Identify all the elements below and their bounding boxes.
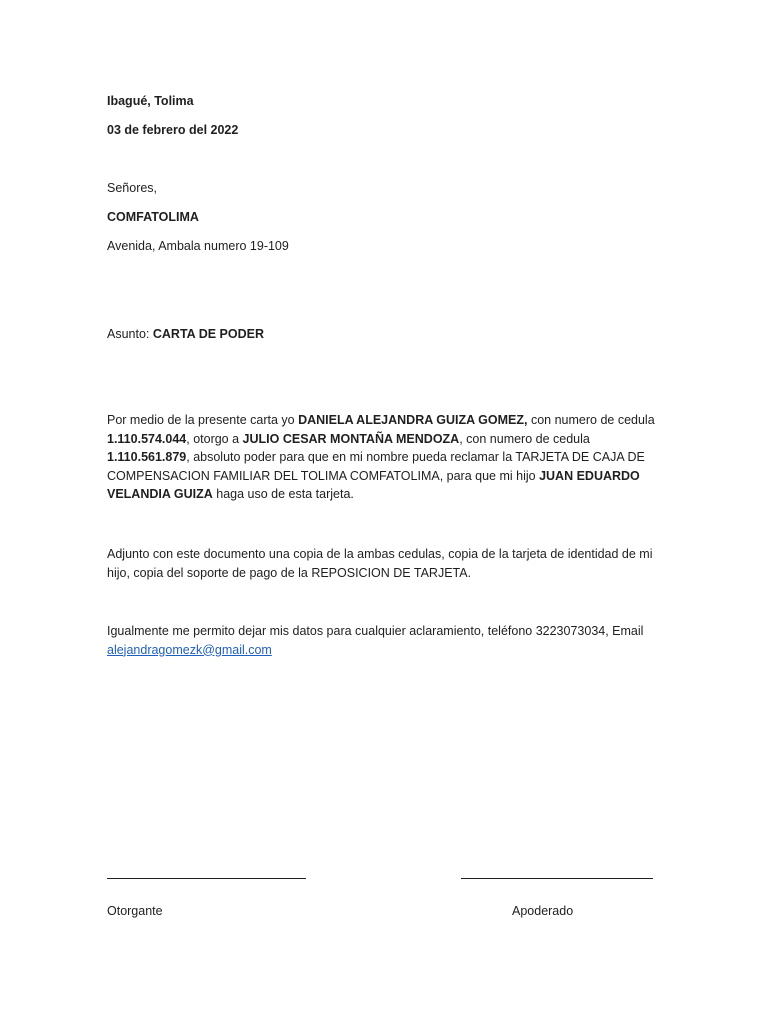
text-span: COMPENSACION FAMILIAR DEL TOLIMA COMFATOLIMA, para que mi hijo	[107, 468, 540, 483]
paragraph-line	[107, 430, 663, 449]
paragraph-line	[107, 411, 663, 430]
body-paragraph-3	[107, 622, 663, 659]
signature-label-attorney: Apoderado	[512, 904, 574, 918]
signature-line-grantor	[107, 878, 306, 879]
child-name: JUAN EDUARDO	[539, 468, 640, 483]
text-span: , con numero de cedula	[459, 431, 590, 446]
subject-label: Asunto:	[107, 327, 153, 341]
text-span: , otorgo a	[186, 431, 243, 446]
paragraph-line	[107, 485, 663, 504]
subject-line	[107, 325, 264, 344]
paragraph-line: hijo, copia del soporte de pago de la REPOSICION DE TARJETA.	[107, 565, 472, 580]
recipient-organization: COMFATOLIMA	[107, 210, 199, 224]
paragraph-line: Igualmente me permito dejar mis datos para cualquier aclaramiento, teléfono 3223073034, Email	[107, 624, 644, 638]
child-surname: VELANDIA GUIZA	[107, 487, 213, 501]
body-paragraph-2	[107, 545, 663, 582]
letter-date: 03 de febrero del 2022	[107, 123, 239, 137]
subject-value: CARTA DE PODER	[152, 327, 264, 341]
email-link[interactable]: alejandragomezk@gmail.com	[107, 642, 272, 657]
paragraph-line	[107, 448, 663, 467]
text-span: , absoluto poder para que en mi nombre pueda reclamar la TARJETA DE CAJA DE	[186, 450, 645, 464]
signature-line-attorney	[461, 878, 653, 879]
attorney-id: 1.110.561.879	[107, 450, 187, 464]
text-span: haga uso de esta tarjeta.	[212, 487, 354, 501]
attorney-name: JULIO CESAR MONTAÑA MENDOZA	[242, 431, 460, 446]
recipient-address: Avenida, Ambala numero 19-109	[107, 239, 289, 253]
letter-place: Ibagué, Tolima	[107, 94, 194, 108]
text-span: con numero de cedula	[527, 413, 655, 427]
salutation: Señores,	[107, 181, 158, 195]
grantor-id: 1.110.574.044	[107, 431, 187, 446]
paragraph-line: Adjunto con este documento una copia de la ambas cedulas, copia de la tarjeta de identidad de mi	[107, 547, 653, 561]
grantor-name: DANIELA ALEJANDRA GUIZA GOMEZ,	[298, 413, 528, 427]
body-paragraph-1	[107, 411, 663, 504]
signature-label-grantor: Otorgante	[107, 904, 163, 918]
text-span: Por medio de la presente carta yo	[107, 413, 299, 427]
paragraph-line	[107, 467, 663, 486]
paragraph-line	[107, 641, 663, 660]
